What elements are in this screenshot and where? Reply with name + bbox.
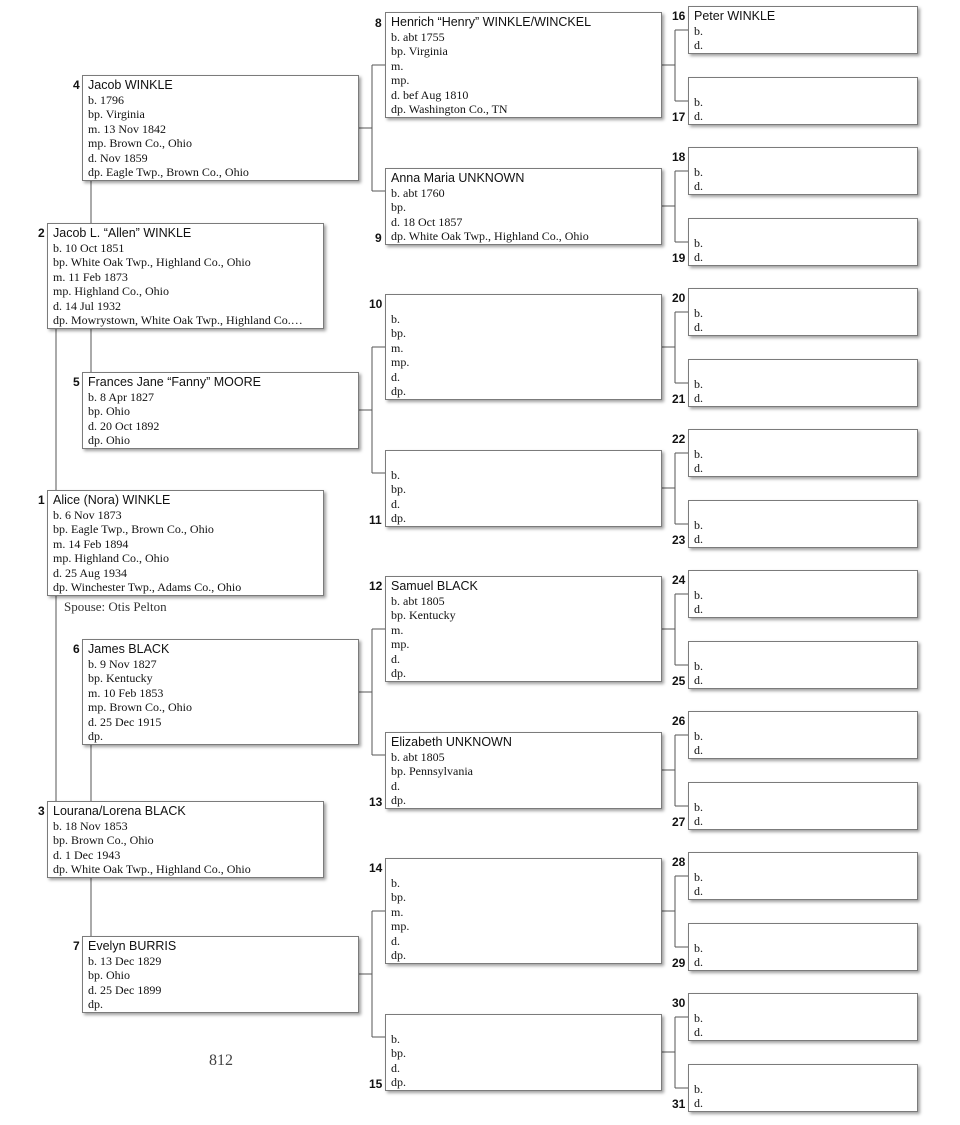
page-number: 812 [209, 1052, 233, 1069]
person-1-number: 1 [38, 493, 45, 507]
person-29-death: d. [694, 955, 703, 969]
person-17-death: d. [694, 109, 703, 123]
person-20-death: d. [694, 320, 703, 334]
person-18-box[interactable] [688, 147, 918, 195]
person-4-marriage: m. 13 Nov 1842 [88, 121, 166, 136]
person-15-death-place: dp. [391, 1075, 406, 1090]
person-5-number: 5 [73, 375, 80, 389]
person-14-name [391, 861, 656, 876]
person-15-death: d. [391, 1060, 400, 1075]
person-1-marriage: m. 14 Feb 1894 [53, 536, 129, 551]
person-4-death-place: dp. Eagle Twp., Brown Co., Ohio [88, 165, 249, 180]
person-16-death: d. [694, 38, 703, 52]
person-25-number: 25 [672, 674, 686, 688]
person-1-name: Alice (Nora) WINKLE [53, 493, 171, 507]
person-2-death-place: dp. Mowrystown, White Oak Twp., Highland Co.… [53, 313, 303, 328]
person-8-death-place: dp. Washington Co., TN [391, 102, 508, 117]
person-16-number: 16 [672, 9, 686, 23]
person-8-name: Henrich “Henry” WINKLE/WINCKEL [391, 15, 592, 29]
person-9-death: d. 18 Oct 1857 [391, 214, 463, 229]
spouse-note: Spouse: Otis Pelton [64, 599, 167, 614]
person-4-number: 4 [73, 78, 80, 92]
person-29-box[interactable] [688, 923, 918, 971]
person-8-birth-place: bp. Virginia [391, 44, 448, 59]
person-31-box[interactable] [688, 1064, 918, 1112]
person-6-death-place: dp. [88, 729, 103, 744]
person-2-birth: b. 10 Oct 1851 [53, 241, 125, 255]
person-21-number: 21 [672, 392, 686, 406]
person-27-birth: b. [694, 800, 703, 814]
person-12-name: Samuel BLACK [391, 579, 478, 593]
person-21-name [694, 362, 912, 377]
person-14-death-place: dp. [391, 948, 406, 963]
person-31-name [694, 1067, 912, 1082]
person-4-name: Jacob WINKLE [88, 78, 173, 92]
person-10-box[interactable] [385, 294, 662, 400]
person-19-name [694, 221, 912, 236]
person-6-box[interactable] [82, 639, 359, 745]
person-3-death-place: dp. White Oak Twp., Highland Co., Ohio [53, 862, 251, 877]
person-9-birth-place: bp. [391, 200, 406, 215]
person-14-box[interactable] [385, 858, 662, 964]
person-2-box[interactable] [47, 223, 324, 329]
person-1-birth-place: bp. Eagle Twp., Brown Co., Ohio [53, 522, 214, 537]
person-13-name: Elizabeth UNKNOWN [391, 735, 512, 749]
person-5-death: d. 20 Oct 1892 [88, 418, 160, 433]
person-11-birth-place: bp. [391, 482, 406, 497]
person-6-marriage: m. 10 Feb 1853 [88, 685, 164, 700]
person-23-birth: b. [694, 518, 703, 532]
person-1-death: d. 25 Aug 1934 [53, 565, 128, 580]
person-3-birth-place: bp. Brown Co., Ohio [53, 833, 154, 848]
person-23-box[interactable] [688, 500, 918, 548]
person-11-death-place: dp. [391, 511, 406, 526]
person-6-birth: b. 9 Nov 1827 [88, 657, 157, 671]
person-22-name [694, 432, 912, 447]
person-18-number: 18 [672, 150, 686, 164]
person-2-marriage-place: mp. Highland Co., Ohio [53, 284, 169, 299]
person-17-name [694, 80, 912, 95]
person-29-birth: b. [694, 941, 703, 955]
person-2-death: d. 14 Jul 1932 [53, 298, 122, 313]
person-4-death: d. Nov 1859 [88, 150, 148, 165]
person-20-box[interactable] [688, 288, 918, 336]
person-12-marriage: m. [391, 622, 404, 637]
person-12-number: 12 [369, 579, 383, 593]
person-10-marriage-place: mp. [391, 355, 410, 370]
person-25-death: d. [694, 673, 703, 687]
person-13-birth: b. abt 1805 [391, 750, 445, 764]
person-20-number: 20 [672, 291, 686, 305]
person-6-death: d. 25 Dec 1915 [88, 714, 162, 729]
person-21-box[interactable] [688, 359, 918, 407]
person-19-birth: b. [694, 236, 703, 250]
person-23-number: 23 [672, 533, 686, 547]
person-28-number: 28 [672, 855, 686, 869]
person-30-death: d. [694, 1025, 703, 1039]
person-22-box[interactable] [688, 429, 918, 477]
person-30-birth: b. [694, 1011, 703, 1025]
person-22-number: 22 [672, 432, 686, 446]
person-24-death: d. [694, 602, 703, 616]
person-14-birth-place: bp. [391, 890, 406, 905]
person-8-marriage-place: mp. [391, 73, 410, 88]
person-10-death: d. [391, 369, 400, 384]
person-8-birth: b. abt 1755 [391, 30, 445, 44]
person-30-number: 30 [672, 996, 686, 1010]
person-7-number: 7 [73, 939, 80, 953]
person-25-birth: b. [694, 659, 703, 673]
person-10-death-place: dp. [391, 384, 406, 399]
person-22-birth: b. [694, 447, 703, 461]
person-11-number: 11 [369, 513, 382, 527]
person-7-death: d. 25 Dec 1899 [88, 982, 162, 997]
person-10-number: 10 [369, 297, 383, 311]
person-3-number: 3 [38, 804, 45, 818]
person-13-birth-place: bp. Pennsylvania [391, 764, 473, 779]
person-4-marriage-place: mp. Brown Co., Ohio [88, 136, 193, 151]
person-24-number: 24 [672, 573, 686, 587]
person-15-number: 15 [369, 1077, 383, 1091]
person-7-birth-place: bp. Ohio [88, 968, 130, 983]
person-7-death-place: dp. [88, 997, 103, 1012]
person-12-marriage-place: mp. [391, 637, 410, 652]
person-14-number: 14 [369, 861, 383, 875]
person-2-number: 2 [38, 226, 45, 240]
person-18-name [694, 150, 912, 165]
person-27-box[interactable] [688, 782, 918, 830]
person-11-name [391, 453, 656, 468]
person-27-name [694, 785, 912, 800]
person-8-number: 8 [375, 16, 382, 30]
person-13-death-place: dp. [391, 793, 406, 808]
person-1-birth: b. 6 Nov 1873 [53, 508, 122, 522]
person-24-name [694, 573, 912, 588]
person-6-marriage-place: mp. Brown Co., Ohio [88, 700, 193, 715]
person-18-death: d. [694, 179, 703, 193]
person-28-box[interactable] [688, 852, 918, 900]
person-27-number: 27 [672, 815, 686, 829]
person-24-box[interactable] [688, 570, 918, 618]
person-6-birth-place: bp. Kentucky [88, 671, 153, 686]
person-5-birth-place: bp. Ohio [88, 404, 130, 419]
person-9-death-place: dp. White Oak Twp., Highland Co., Ohio [391, 229, 589, 244]
person-20-name [694, 291, 912, 306]
person-13-number: 13 [369, 795, 383, 809]
person-17-birth: b. [694, 95, 703, 109]
person-31-death: d. [694, 1096, 703, 1110]
person-6-name: James BLACK [88, 642, 170, 656]
person-10-marriage: m. [391, 340, 404, 355]
person-26-name [694, 714, 912, 729]
person-31-number: 31 [672, 1097, 686, 1111]
person-21-birth: b. [694, 377, 703, 391]
person-28-birth: b. [694, 870, 703, 884]
person-13-box[interactable] [385, 732, 662, 809]
person-18-birth: b. [694, 165, 703, 179]
person-14-birth: b. [391, 876, 400, 890]
person-25-name [694, 644, 912, 659]
person-23-name [694, 503, 912, 518]
person-12-death: d. [391, 651, 400, 666]
person-3-box[interactable] [47, 801, 324, 878]
person-7-birth: b. 13 Dec 1829 [88, 954, 162, 968]
person-26-birth: b. [694, 729, 703, 743]
person-12-box[interactable] [385, 576, 662, 682]
person-22-death: d. [694, 461, 703, 475]
person-11-birth: b. [391, 468, 400, 482]
person-7-box[interactable] [82, 936, 359, 1013]
person-26-box[interactable] [688, 711, 918, 759]
person-8-marriage: m. [391, 58, 404, 73]
person-14-marriage-place: mp. [391, 919, 410, 934]
person-1-death-place: dp. Winchester Twp., Adams Co., Ohio [53, 580, 242, 595]
person-1-box[interactable] [47, 490, 324, 596]
person-9-box[interactable] [385, 168, 662, 245]
person-28-death: d. [694, 884, 703, 898]
person-4-box[interactable] [82, 75, 359, 181]
person-10-birth-place: bp. [391, 326, 406, 341]
person-30-name [694, 996, 912, 1011]
person-9-number: 9 [375, 231, 382, 245]
person-5-birth: b. 8 Apr 1827 [88, 390, 154, 404]
person-11-box[interactable] [385, 450, 662, 527]
person-5-name: Frances Jane “Fanny” MOORE [88, 375, 261, 389]
person-30-box[interactable] [688, 993, 918, 1041]
person-1-marriage-place: mp. Highland Co., Ohio [53, 551, 169, 566]
person-23-death: d. [694, 532, 703, 546]
person-31-birth: b. [694, 1082, 703, 1096]
person-28-name [694, 855, 912, 870]
person-12-birth: b. abt 1805 [391, 594, 445, 608]
person-2-birth-place: bp. White Oak Twp., Highland Co., Ohio [53, 255, 251, 270]
person-3-death: d. 1 Dec 1943 [53, 847, 121, 862]
person-13-death: d. [391, 778, 400, 793]
person-10-birth: b. [391, 312, 400, 326]
person-4-birth-place: bp. Virginia [88, 107, 145, 122]
person-2-marriage: m. 11 Feb 1873 [53, 269, 128, 284]
person-10-name [391, 297, 656, 312]
person-25-box[interactable] [688, 641, 918, 689]
person-9-name: Anna Maria UNKNOWN [391, 171, 525, 185]
person-9-birth: b. abt 1760 [391, 186, 445, 200]
person-29-name [694, 926, 912, 941]
person-14-marriage: m. [391, 904, 404, 919]
person-3-name: Lourana/Lorena BLACK [53, 804, 186, 818]
person-19-death: d. [694, 250, 703, 264]
person-15-box[interactable] [385, 1014, 662, 1091]
person-4-birth: b. 1796 [88, 93, 124, 107]
person-16-box[interactable] [688, 6, 918, 54]
person-8-death: d. bef Aug 1810 [391, 87, 469, 102]
person-17-box[interactable] [688, 77, 918, 125]
person-20-birth: b. [694, 306, 703, 320]
person-5-death-place: dp. Ohio [88, 433, 130, 448]
person-15-birth-place: bp. [391, 1046, 406, 1061]
person-7-name: Evelyn BURRIS [88, 939, 177, 953]
person-15-name [391, 1017, 656, 1032]
person-21-death: d. [694, 391, 703, 405]
person-12-birth-place: bp. Kentucky [391, 608, 456, 623]
person-19-number: 19 [672, 251, 686, 265]
person-17-number: 17 [672, 110, 686, 124]
person-26-death: d. [694, 743, 703, 757]
person-14-death: d. [391, 933, 400, 948]
person-5-box[interactable] [82, 372, 359, 449]
person-27-death: d. [694, 814, 703, 828]
person-8-box[interactable] [385, 12, 662, 118]
person-2-name: Jacob L. “Allen” WINKLE [53, 226, 192, 240]
person-26-number: 26 [672, 714, 686, 728]
person-29-number: 29 [672, 956, 686, 970]
person-6-number: 6 [73, 642, 80, 656]
person-15-birth: b. [391, 1032, 400, 1046]
person-16-birth: b. [694, 24, 703, 38]
person-24-birth: b. [694, 588, 703, 602]
person-16-name: Peter WINKLE [694, 9, 776, 23]
person-3-birth: b. 18 Nov 1853 [53, 819, 128, 833]
person-19-box[interactable] [688, 218, 918, 266]
person-12-death-place: dp. [391, 666, 406, 681]
person-11-death: d. [391, 496, 400, 511]
